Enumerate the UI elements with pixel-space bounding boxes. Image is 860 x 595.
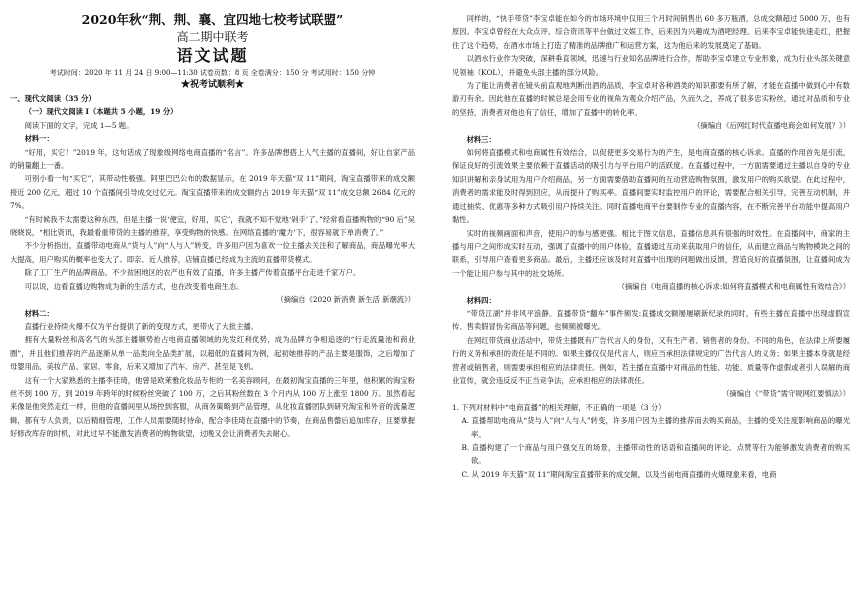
- question-1-option-a: A. 直播帮助电商从“货与人”向“人与人”转变，许多用户因为主播的推荐而去购买商品，主播的受关注度影响商品的曝光率。: [461, 416, 850, 439]
- material-4-source: （摘编自《“带货”需守规网红要慎法》）: [722, 389, 850, 399]
- material-2-paragraph: 为了能让消费者在镜头前直观地判断出酒的品质，李宝卓对各种酒类的知识都要有所了解，才能在直播中做到心中有数游刃有余。因此他在直播的时候总是会用专业的视角为观众介绍产品，久而久之，养成了很多忠实粉丝，通过对品质和专业的坚持，消费者对他也有了信任，增加了直播中的转化率。: [452, 81, 850, 117]
- material-3-source: （摘编自《电商直播的核心诉求:如何将直播模式和电商属性有效结合》）: [617, 282, 850, 292]
- material-2-paragraph: 这有一个大家熟悉的主播李佳琦，他曾是欧莱雅化妆品专柜的一名美容顾问，在最初淘宝直播的三年里，他积累的淘宝粉丝不到 100 万，到 2019 年跨年的时候粉丝突破了 100 万，之后其粉丝数在 3 个月内从 100 万上涨至 1800 万。虽然看起来像是他突然走红一样，但他的直播间里从场控到客服，从商务策略到产品管理，从化妆直播团队到研究淘宝和外音的流量逻辑，都有专人负责，以后精细管理，工作人员需要随时待命，配合李佳琦在直播中的节奏，在商品售罄后追加库存，且要掌握好修改库存的时机，对此过早不能激发消费者的购物欲望，过晚又会让消费者失去耐心。: [10, 375, 415, 439]
- material-4-label: 材料四：: [466, 295, 496, 305]
- exam-grade-title: 高二期中联考: [176, 30, 249, 44]
- material-1-paragraph: 可别小看一句“买它”，其带动性极强。阿里巴巴公布的数据显示，在 2019 年天猫“双 11”期间，淘宝直播带来的成交额接近 200 亿元，超过 10 个直播间引导成交过亿元。淘宝直播带来的成交额约占 2019 年天猫“双 11”成交总额 2684 亿元的 7%。: [10, 174, 415, 211]
- exam-subject-title: 语文试题: [176, 46, 249, 65]
- material-1-label: 材料一：: [24, 134, 54, 144]
- material-1-paragraph: 可以说，边看直播边购物成为新的生活方式，也在改变着电商生态。: [24, 281, 244, 291]
- material-1-paragraph: “有时候我不太需要这种东西，但是主播一说‘便宜，好用，买它’，我就不知不觉地‘剁手’了。”经常看直播购物的“90 后”吴晓晓说，“相比资讯，我最看重带货的主播的推荐，享受购物的快感。在网络直播的‘魔力’下，很容易就下单消费了。”: [10, 214, 415, 238]
- material-2-source: （摘编自《后网红时代直播电商会如何发展？》）: [693, 121, 850, 131]
- section-heading: 一、现代文阅读（35 分）: [10, 94, 96, 103]
- left-column: [10, 12, 415, 441]
- question-1: 1. 下列对材料中“电商直播”的相关理解，不正确的一项是（3 分）: [452, 402, 666, 412]
- material-2-paragraph: 同样的，“快手带货”李宝卓能在如今的市场环境中仅用三个月时间销售出 60 多万瓶酒，总成交额超过 5000 万，也有原因。李宝卓曾经在大众点评、综合资讯等平台做过文娱工作，后来因为兴趣成为酒吧经理。后来李宝卓能快速走红，把握住了这个趋势，在酒水市场上打造了精准的品牌推广和运营方案，这为他后来的发展奠定了基础。: [452, 14, 850, 50]
- material-4-paragraph: “带货江湖”并非风平浪静。直播带货“翻车”事件频发:直播成交额屡屡刷新纪录的同时，有些主播在直播中出现虚假宣传、售卖假冒伪劣商品等问题，也频频被曝光。: [452, 308, 850, 332]
- material-2-paragraph: 直播行业持续火爆不仅为平台提供了新的变现方式，更带火了大批主播。: [24, 321, 259, 331]
- material-3-paragraph: 如何将直播模式和电商属性有效结合，以促使更多交易行为的产生，是电商直播的核心诉求。直播的作用首先是引流，保证良好的引流效果主要依赖于直播活动的吸引力与平台用户的活跃度。在直播过程中，一方面需要通过主播以自身的专业知识讲解和亲身试用为用户介绍商品，另一方面需要借助直播间的互动营造购物氛围，激发用户的购买欲望。在此过程中，消费者的需求能及时得到回应，从而提升了购买率。直播间要实时监控用户的评论，需要配合相关引导，完善互动机制，并通过抽奖、优惠等多种方式吸引用户持续关注。同时直播电商平台要制作专业的直播内容，在不断完善平台功能中提高用户黏性。: [452, 148, 850, 225]
- material-1-paragraph: 不少分析指出，直播带动电商从“货与人”向“人与人”转变，许多用户因为喜欢一位主播去关注和了解商品，商品曝光率大大提高，用户购买的概率也变大了。即亲、近人推荐，店铺直播已经成为主流的直播带货模式。: [10, 241, 415, 264]
- question-1-option-b: B. 直播构建了一个商品与用户强交互的场景，主播带动性的话语和直播间的评论、点赞等行为能够激发消费者的购买欲。: [461, 443, 850, 466]
- material-2-label: 材料二：: [24, 308, 54, 318]
- material-3-label: 材料三：: [466, 134, 496, 144]
- material-1-source: （摘编自《2020 新消费 新生活 新潮流》）: [276, 295, 415, 305]
- exam-wish: ★祝考试顺利★: [180, 80, 244, 90]
- material-2-paragraph: 以酒水行业作为突破，深耕垂直领域，迅速与行业知名品牌进行合作，帮助李宝卓建立专业形象，成为行业头部关键意见领袖（KOL），并避免头部主播的部分风险。: [452, 54, 850, 77]
- right-column: [452, 12, 850, 481]
- question-1-option-c: C. 从 2019 年天猫“双 11”期间淘宝直播带来的成交额，以及当前电商直播的火爆现象来看，电商: [461, 469, 777, 479]
- material-4-paragraph: 在网红带货商业活动中，带货主播既有广告代言人的身份，又有生产者、销售者的身份。不同的角色，在法律上所要履行的义务和承担的责任是不同的。如果主播仅仅是代言人，则应当承担法律规定的广告代言人的义务；如果主播本身就是经营者或销售者，则需要承担相应的法律责任。例如，若主播在直播中对商品的性能、功能、质量等作虚假或者引人误解的商业宣传，就会违反反不正当竞争法，应承担相应的法律责任。: [452, 335, 850, 385]
- material-1-paragraph: 除了工厂生产的品牌商品，不少贫困地区的农产也有效了直播，许多主播产传着直播平台走进千家万户。: [24, 268, 361, 278]
- material-3-paragraph: 实时的视频画面和声音，使用户的参与感更强。相比于图文信息，直播信息具有很强的时效性。在直播间中，商家的主播与用户之间形成实时互动，强调了直播中的用户体验，直播通过互动来获取用户的信任，从而建立商品与购物模块之间的联系，引导用户查看更多商品。最后，主播还应该及时对直播中出现的问题做出反馈，营造良好的直播氛围，让直播间成为一个能让用户参与其中的社交场所。: [452, 228, 850, 278]
- material-2-paragraph: 拥有大量粉丝和高名气的头部主播顺势抢占电商直播领域的先发红利优势，成为品牌方争相追逐的“行走流量池和商业圈”，并且他们推荐的产品逐渐从单一品类向全品类扩展，以超低的直播间为例，起初她推荐的产品主要是服饰，之后增加了母婴用品、美妆产品、家居、零食，后来又增加了汽车、房产、甚至是飞机。: [10, 335, 415, 372]
- exam-alliance-title: 2020年秋“荆、荆、襄、宜四地七校考试联盟”: [81, 12, 344, 27]
- exam-meta: 考试时间：2020 年 11 月 24 日 9:00—11:30 试卷页数：8 页 全卷满分：150 分 考试用时：150 分钟: [49, 69, 376, 77]
- material-1-paragraph: “好用，买它！”2019 年，这句话成了现象级网络电商直播的“名言”。许多品牌想搭上人气主播的直播间，好让自家产品的销量翻上一番。: [10, 147, 415, 171]
- subsection-heading: （一）现代文阅读 I（本题共 5 小题，19 分）: [24, 107, 178, 117]
- instruction: 阅读下面的文字，完成 1—5 题。: [24, 120, 134, 130]
